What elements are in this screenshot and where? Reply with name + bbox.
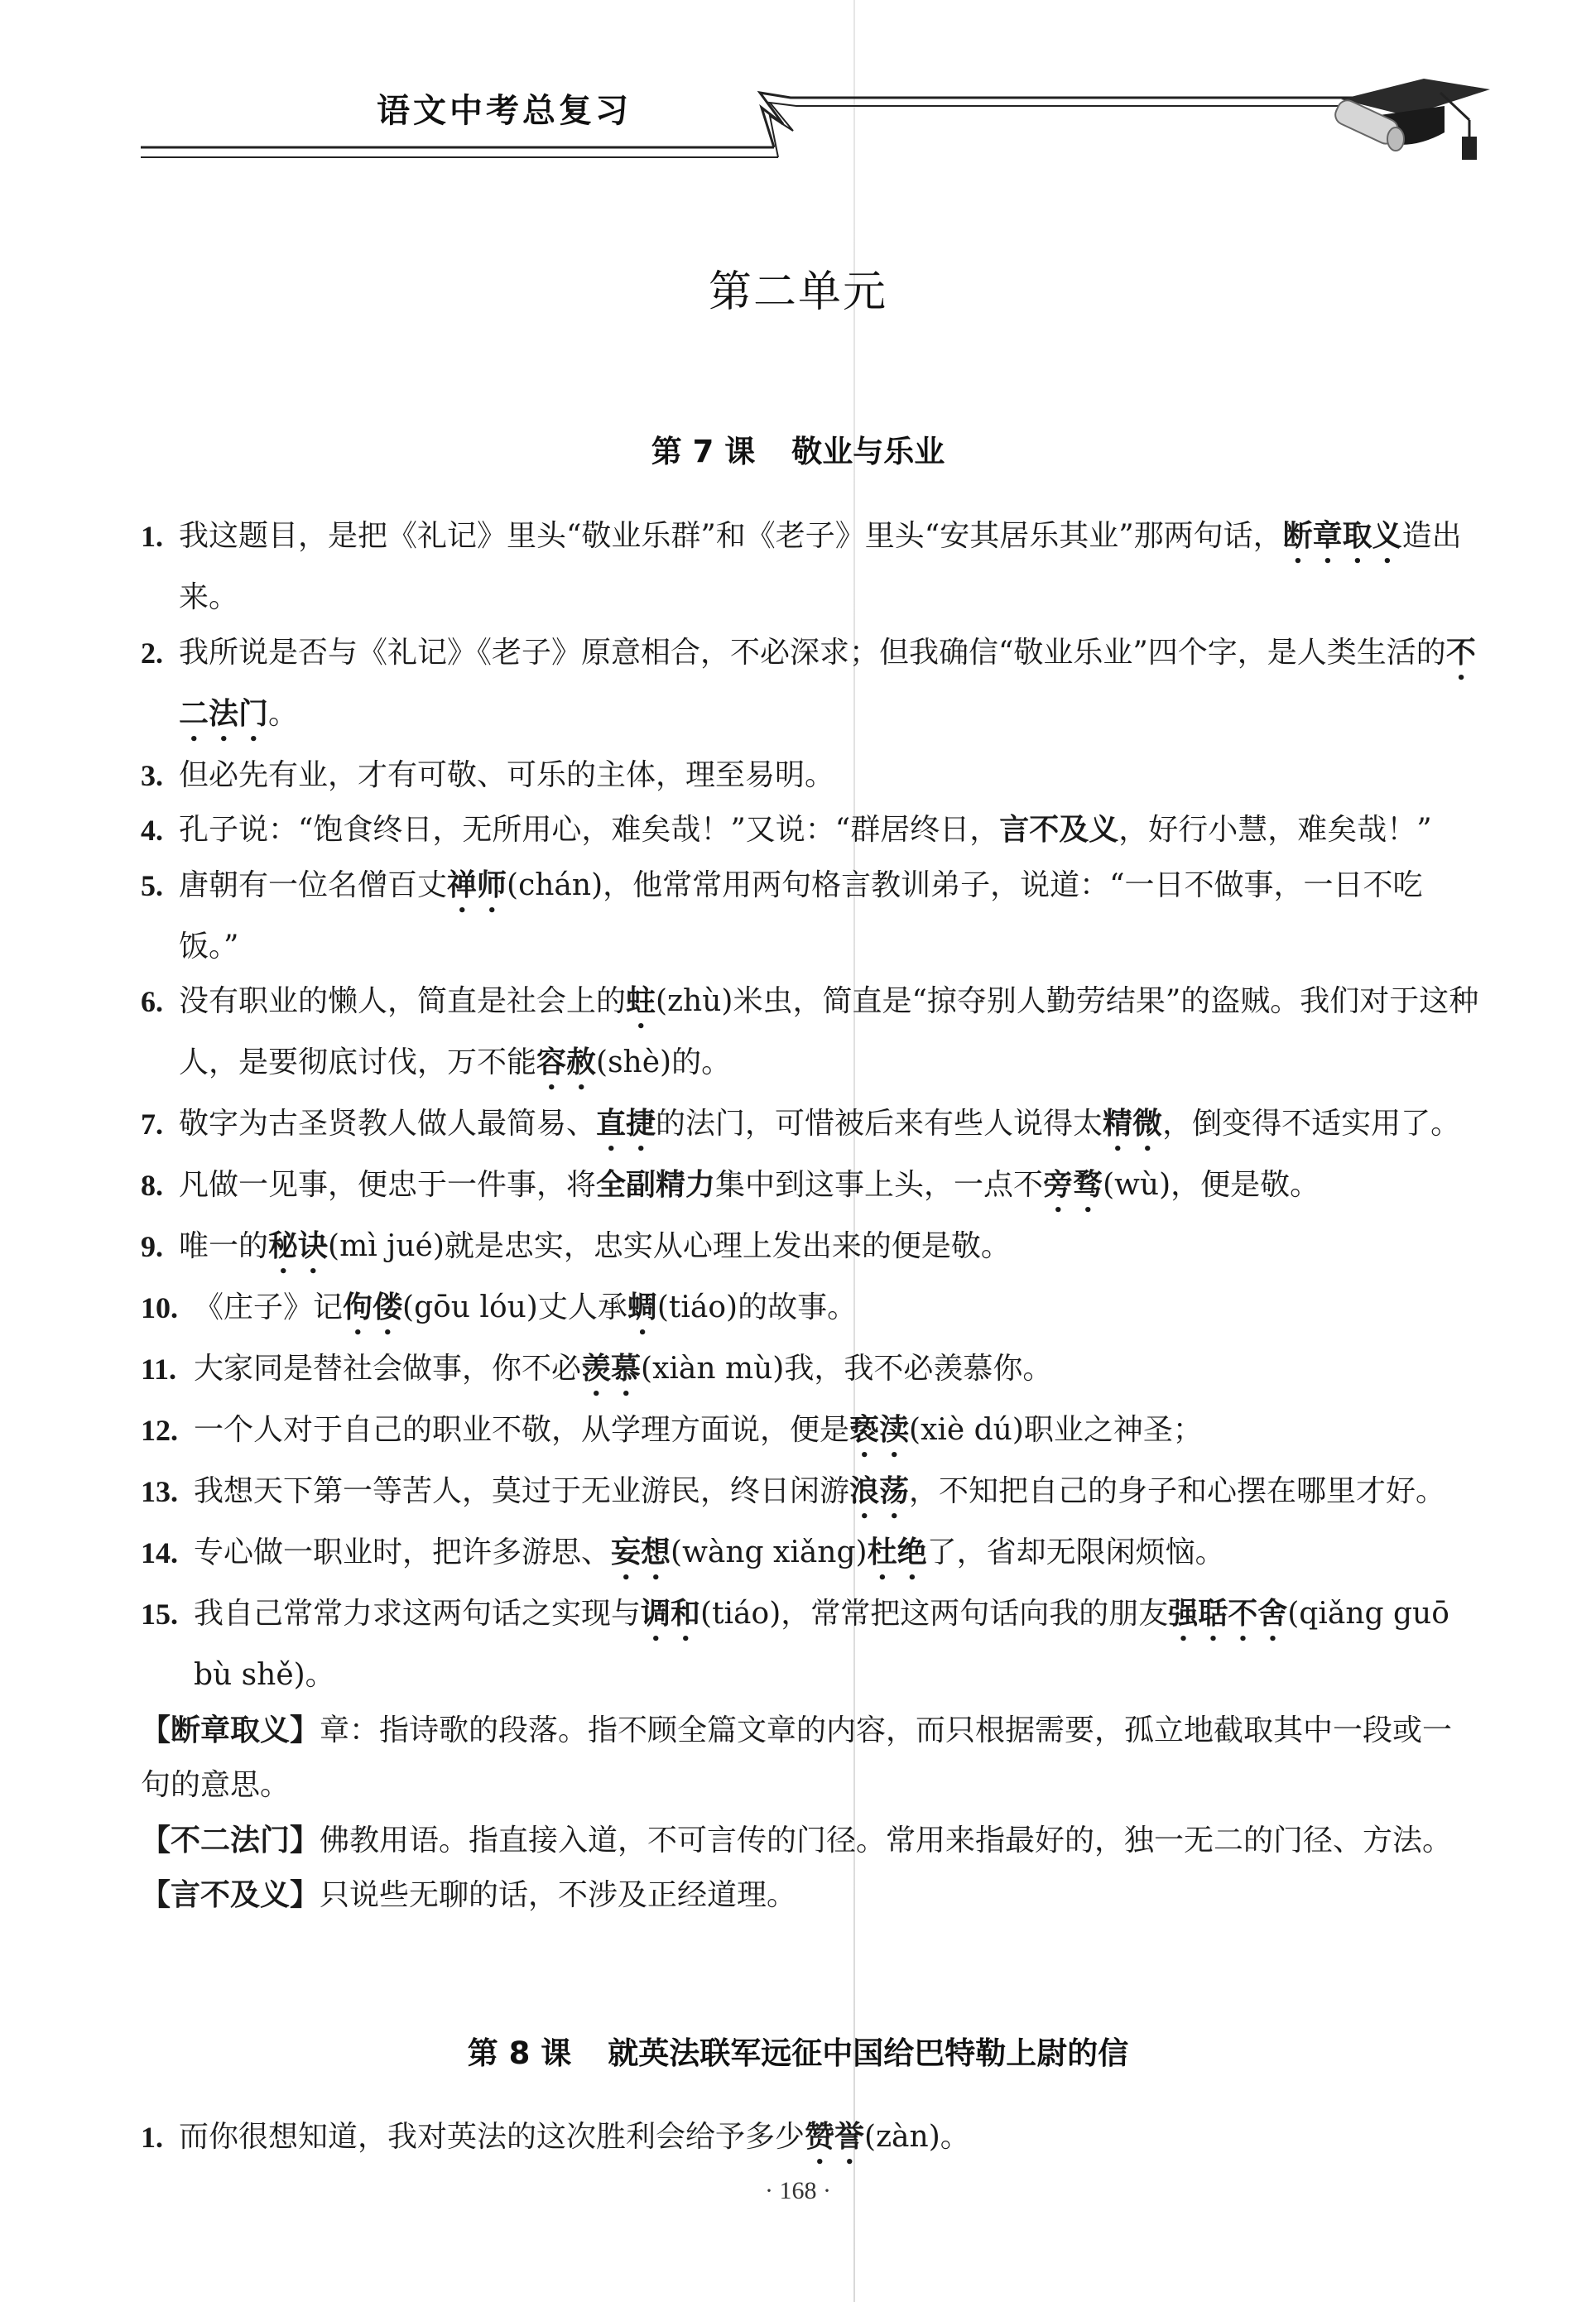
item-text: 我所说是否与《礼记》《老子》原意相合，不必深求；但我确信“敬业乐业”四个字，是人类生活的 — [179, 635, 1446, 670]
list-item — [141, 2110, 1482, 2171]
list-item — [141, 626, 1482, 748]
item-number: 7. — [141, 1108, 163, 1141]
item-text: (qiǎng guō bù shě)。 — [194, 1597, 1449, 1692]
item-text: (chán)，他常常用两句格言教训弟子，说道：“一日不做事，一日不吃饭。” — [179, 867, 1423, 964]
item-text: 了，省却无限闲烦恼。 — [926, 1535, 1225, 1569]
list-item — [141, 1464, 1482, 1526]
keyword: 强聒不舍 — [1168, 1597, 1288, 1631]
lesson-8-title: 就英法联军远征中国给巴特勒上尉的信 — [608, 2035, 1129, 2071]
item-text: 唐朝有一位名僧百丈 — [179, 867, 448, 902]
item-text: (shè)的。 — [596, 1045, 732, 1079]
item-number: 12. — [141, 1414, 178, 1447]
keyword: 旁骛 — [1043, 1168, 1103, 1202]
list-item — [141, 1526, 1482, 1587]
lesson-8-heading — [0, 2028, 1596, 2073]
list-item — [141, 1403, 1482, 1464]
keyword: 秘诀 — [268, 1229, 329, 1263]
item-text: 没有职业的懒人，简直是社会上的 — [179, 984, 627, 1018]
item-number: 13. — [141, 1475, 178, 1508]
keyword: 禅师 — [447, 867, 507, 902]
item-text: ，好行小慧，难矣哉！” — [1118, 813, 1432, 847]
keyword: 赞誉 — [805, 2120, 865, 2154]
vocab-note — [141, 1704, 1482, 1814]
list-item — [141, 509, 1482, 626]
item-text: 敬字为古圣贤教人做人最简易、 — [179, 1107, 597, 1141]
item-number: 6. — [141, 985, 163, 1018]
item-text: 我想天下第一等苦人，莫过于无业游民，终日闲游 — [194, 1474, 850, 1508]
item-number: 5. — [141, 868, 163, 902]
lesson-7-content — [141, 509, 1482, 1924]
item-text: 造出来。 — [179, 519, 1462, 614]
item-number: 14. — [141, 1536, 178, 1569]
list-item — [141, 803, 1482, 858]
item-number: 4. — [141, 814, 163, 847]
keyword: 精微 — [1103, 1107, 1163, 1141]
lesson-7-number: 第 7 课 — [651, 434, 756, 469]
item-text: 。 — [268, 696, 299, 731]
list-item — [141, 1281, 1482, 1342]
note-term: 【断章取义】 — [141, 1713, 320, 1747]
note-definition: 只说些无聊的话，不涉及正经道理。 — [320, 1878, 797, 1912]
keyword: 全副精力 — [596, 1168, 716, 1202]
keyword: 羡慕 — [581, 1352, 642, 1386]
keyword: 容赦 — [536, 1045, 597, 1079]
lesson-8-content — [141, 2110, 1482, 2171]
note-definition: 章：指诗歌的段落。指不顾全篇文章的内容，而只根据需要，孤立地截取其中一段或一句的意思。 — [141, 1713, 1453, 1802]
keyword: 佝偻 — [343, 1290, 403, 1324]
item-text: 但必先有业，才有可敬、可乐的主体，理至易明。 — [179, 757, 835, 792]
keyword: 浪荡 — [849, 1474, 910, 1508]
item-text: (wù)，便是敬。 — [1103, 1168, 1320, 1202]
item-text: 我自己常常力求这两句话之实现与 — [194, 1597, 642, 1631]
item-text: 唯一的 — [179, 1229, 269, 1263]
keyword: 妄想 — [611, 1535, 671, 1569]
keyword: 蜩 — [627, 1290, 657, 1324]
page-number: · 168 · — [765, 2177, 831, 2204]
item-number: 9. — [141, 1230, 163, 1263]
list-item — [141, 748, 1482, 804]
item-text: 而你很想知道，我对英法的这次胜利会给予多少 — [179, 2120, 805, 2154]
item-text: (tiáo)的故事。 — [656, 1290, 858, 1324]
item-text: (tiáo)，常常把这两句话向我的朋友 — [700, 1597, 1169, 1631]
item-text: (gōu lóu)丈人承 — [402, 1290, 627, 1324]
item-number: 3. — [141, 758, 163, 792]
keyword: 断章取义 — [1282, 519, 1402, 553]
item-text: (mì jué)就是忠实，忠实从心理上发出来的便是敬。 — [328, 1229, 1011, 1263]
item-number: 8. — [141, 1169, 163, 1202]
graduation-cap-icon — [1332, 79, 1490, 160]
item-text: 我这题目，是把《礼记》里头“敬业乐群”和《老子》里头“安其居乐其业”那两句话， — [179, 519, 1283, 553]
item-text: 《庄子》记 — [194, 1290, 344, 1324]
item-text: 一个人对于自己的职业不敬，从学理方面说，便是 — [194, 1413, 850, 1447]
item-text: 孔子说：“饱食终日，无所用心，难矣哉！”又说：“群居终日， — [179, 813, 1000, 847]
note-definition: 佛教用语。指直接入道，不可言传的门径。常用来指最好的，独一无二的门径、方法。 — [320, 1823, 1453, 1857]
list-item — [141, 1097, 1482, 1158]
keyword: 亵渎 — [849, 1413, 910, 1447]
keyword: 直捷 — [596, 1107, 656, 1141]
list-item — [141, 1219, 1482, 1281]
keyword: 蛀 — [626, 984, 656, 1018]
note-term: 【言不及义】 — [141, 1878, 320, 1912]
item-number: 2. — [141, 636, 163, 670]
keyword: 不二法门 — [179, 635, 1476, 731]
keyword: 调和 — [641, 1597, 701, 1631]
item-number: 11. — [141, 1353, 177, 1386]
book-title: 语文中考总复习 — [377, 91, 632, 130]
item-text: ，不知把自己的身子和心摆在哪里才好。 — [909, 1474, 1446, 1508]
item-text: (zàn)。 — [864, 2120, 970, 2154]
item-text: 专心做一职业时，把许多游思、 — [194, 1535, 612, 1569]
keyword: 杜绝 — [867, 1535, 927, 1569]
item-text: 集中到这事上头，一点不 — [715, 1168, 1044, 1202]
list-item — [141, 858, 1482, 975]
item-text: ，倒变得不适实用了。 — [1162, 1107, 1461, 1141]
vocab-note — [141, 1868, 1482, 1924]
item-text: (xiè dú)职业之神圣； — [909, 1413, 1203, 1447]
lesson-7-title: 敬业与乐业 — [791, 434, 945, 469]
item-text: (zhù)米虫，简直是“掠夺别人勤劳结果”的盗贼。我们对于这种人，是要彻底讨伐，万不能 — [179, 984, 1479, 1079]
item-text: (xiàn mù)我，我不必羡慕你。 — [641, 1352, 1053, 1386]
page-header — [0, 0, 1596, 190]
keyword: 言不及义 — [999, 813, 1119, 847]
list-item — [141, 1342, 1482, 1403]
header-rule-graphic — [0, 0, 1596, 190]
item-number: 10. — [141, 1291, 178, 1324]
lesson-7-heading — [0, 426, 1596, 471]
item-text: 的法门，可惜被后来有些人说得太 — [656, 1107, 1103, 1141]
lesson-8-number: 第 8 课 — [467, 2035, 572, 2071]
item-text: (wàng xiǎng) — [671, 1535, 868, 1569]
item-text: 大家同是替社会做事，你不必 — [194, 1352, 582, 1386]
vocab-note — [141, 1814, 1482, 1869]
item-number: 15. — [141, 1598, 178, 1631]
item-text: 凡做一见事，便忠于一件事，将 — [179, 1168, 597, 1202]
list-item — [141, 1587, 1482, 1704]
list-item — [141, 974, 1482, 1097]
item-number: 1. — [141, 2121, 163, 2154]
note-term: 【不二法门】 — [141, 1823, 320, 1857]
unit-title: 第二单元 — [708, 267, 887, 317]
item-number: 1. — [141, 520, 163, 553]
list-item — [141, 1158, 1482, 1219]
